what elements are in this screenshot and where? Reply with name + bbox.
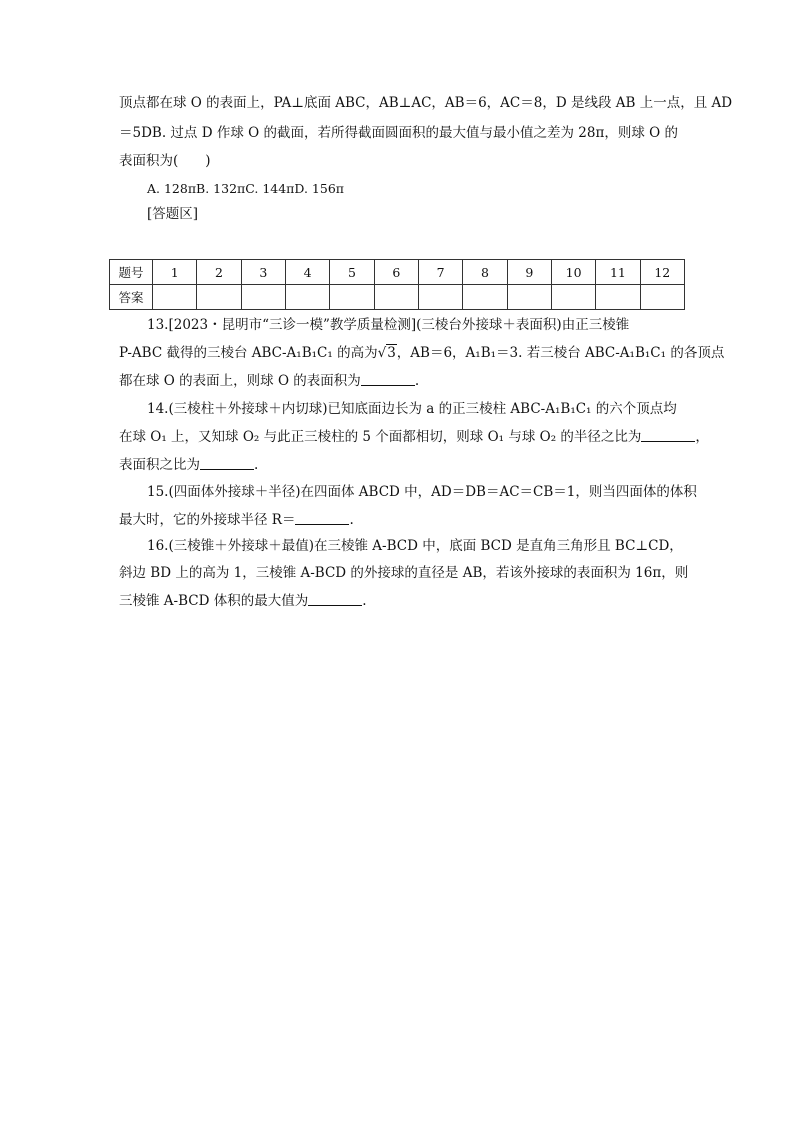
sqrt-symbol: √3 [377, 345, 396, 361]
question-13-line-2-text: P-ABC 截得的三棱台 ABC-A₁B₁C₁ 的高为 [119, 345, 378, 361]
answer-blank[interactable] [308, 593, 362, 606]
prev-question-line-2: ＝5DB. 过点 D 作球 O 的截面，若所得截面圆面积的最大值与最小值之差为 28π，则球 O 的 [119, 125, 678, 141]
answer-blank[interactable] [295, 512, 349, 525]
answer-blank[interactable] [361, 373, 415, 386]
question-number-cell: 5 [330, 260, 374, 285]
question-number-cell: 7 [418, 260, 462, 285]
question-16-line-3 [119, 592, 367, 610]
question-number-cell: 1 [153, 260, 197, 285]
answer-cell[interactable] [596, 285, 640, 310]
answer-cell[interactable] [197, 285, 241, 310]
question-number-cell: 4 [285, 260, 329, 285]
question-number-cell: 11 [596, 260, 640, 285]
question-15-line-2-text: 最大时，它的外接球半径 R＝ [119, 512, 296, 528]
question-16-line-1: 16.(三棱锥＋外接球＋最值)在三棱锥 A-BCD 中，底面 BCD 是直角三角形且 BC⊥CD， [147, 538, 683, 554]
answer-blank[interactable] [200, 457, 254, 470]
question-13-end: . [414, 373, 420, 389]
prev-question-line-1: 顶点都在球 O 的表面上，PA⊥底面 ABC，AB⊥AC，AB＝6，AC＝8，D 是线段 AB 上一点，且 AD [119, 95, 733, 111]
answer-table [109, 259, 685, 310]
question-number-cell: 8 [463, 260, 507, 285]
answer-cell[interactable] [241, 285, 285, 310]
question-14-line-1: 14.(三棱柱＋外接球＋内切球)已知底面边长为 a 的正三棱柱 ABC-A₁B₁C₁ 的六个顶点均 [147, 401, 677, 417]
answer-cell[interactable] [463, 285, 507, 310]
question-13-line-1: 13.[2023・昆明市“三诊一模”教学质量检测](三棱台外接球＋表面积)由正三棱锥 [147, 317, 630, 333]
question-15-line-1: 15.(四面体外接球＋半径)在四面体 ABCD 中，AD＝DB＝AC＝CB＝1，则当四面体的体积 [147, 484, 697, 500]
question-number-cell: 2 [197, 260, 241, 285]
answer-cell[interactable] [153, 285, 197, 310]
answer-cell[interactable] [507, 285, 551, 310]
answer-table-answer-row [110, 285, 685, 310]
answer-cell[interactable] [285, 285, 329, 310]
answer-cell[interactable] [551, 285, 595, 310]
question-14-line-2 [119, 428, 709, 446]
answer-cell[interactable] [640, 285, 684, 310]
question-13-line-3 [119, 372, 419, 390]
question-15-line-2 [119, 511, 354, 529]
question-14-end: . [254, 457, 259, 473]
question-13-line-3-text: 都在球 O 的表面上，则球 O 的表面积为 [119, 373, 361, 389]
question-14-line-3-text: 表面积之比为 [119, 457, 200, 473]
question-13-line-2 [119, 344, 724, 362]
question-14-line-2-text: 在球 O₁ 上，又知球 O₂ 与此正三棱柱的 5 个面都相切，则球 O₁ 与球 O₂ 的半径之比为 [119, 429, 642, 445]
question-number-cell: 9 [507, 260, 551, 285]
question-15-end: . [349, 512, 354, 528]
question-16-line-2: 斜边 BD 上的高为 1，三棱锥 A-BCD 的外接球的直径是 AB，若该外接球的表面积为 16π，则 [119, 565, 689, 581]
answer-cell[interactable] [330, 285, 374, 310]
answer-blank[interactable] [641, 429, 695, 442]
prev-question-line-3: 表面积为( ) [119, 153, 211, 169]
answer-table-header-row [110, 260, 685, 285]
question-14-line-2-end: ， [695, 429, 709, 445]
answer-label: 答案 [110, 285, 153, 310]
answer-cell[interactable] [418, 285, 462, 310]
question-number-cell: 6 [374, 260, 418, 285]
answer-area-label: [答题区] [147, 206, 199, 222]
question-number-cell: 12 [640, 260, 684, 285]
question-14-line-3 [119, 456, 258, 474]
question-16-line-3-text: 三棱锥 A-BCD 体积的最大值为 [119, 593, 309, 609]
question-number-cell: 3 [241, 260, 285, 285]
question-number-label: 题号 [110, 260, 153, 285]
prev-question-options: A. 128πB. 132πC. 144πD. 156π [147, 181, 344, 196]
question-13-line-2-rest: ，AB＝6，A₁B₁＝3. 若三棱台 ABC-A₁B₁C₁ 的各顶点 [396, 345, 725, 361]
answer-cell[interactable] [374, 285, 418, 310]
sqrt-radicand: 3 [387, 345, 396, 361]
question-16-end: . [362, 593, 367, 609]
question-number-cell: 10 [551, 260, 595, 285]
